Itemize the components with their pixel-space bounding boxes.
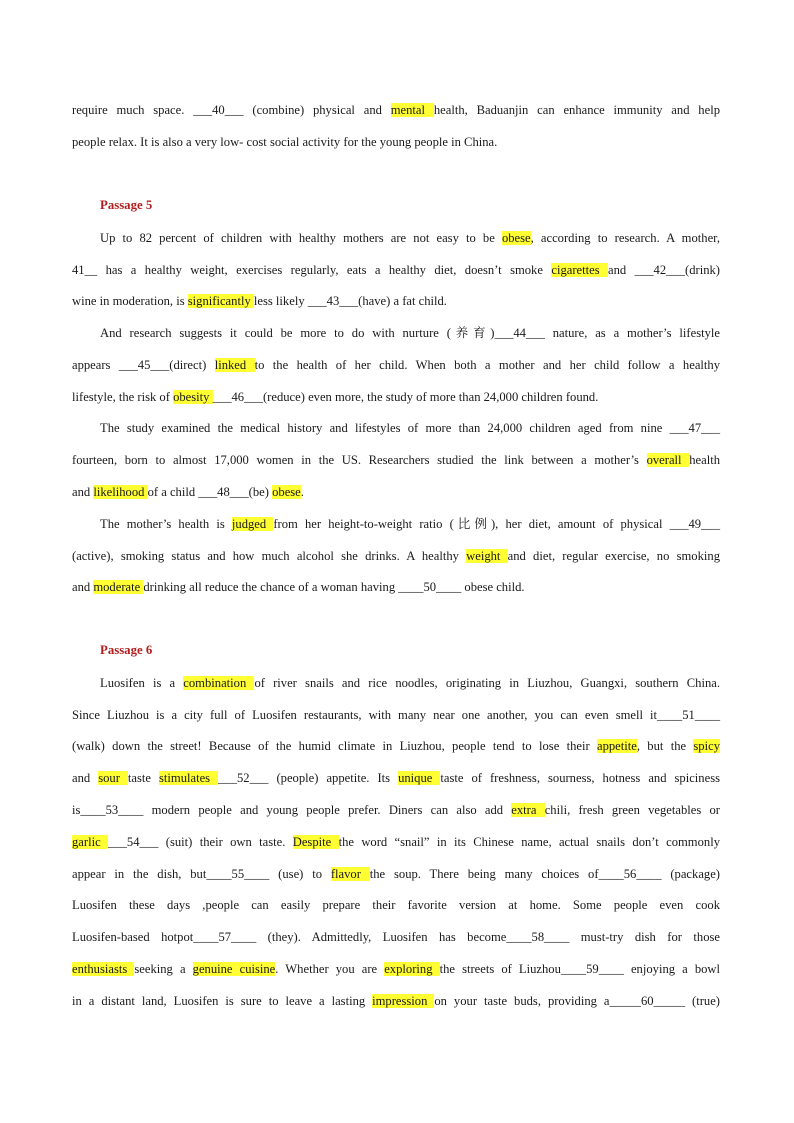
highlight: obese (501, 231, 531, 245)
passage-5-line-3: wine in moderation, is significantly less likely ___43___(have) a fat child. (72, 294, 447, 308)
highlight: moderate (93, 580, 144, 594)
passage-4-line-1: require much space. ___40___ (combine) physical and mental health, Baduanjin can enhance immunity and help (72, 103, 720, 117)
highlight: obese (272, 485, 301, 499)
blank-59[interactable]: ____59____ (560, 962, 624, 976)
blank-58[interactable]: ____58____ (506, 930, 570, 944)
passage-6-line-3: (walk) down the street! Because of the humid climate in Liuzhou, people tend to lose their appetite, but the spicy (72, 739, 720, 753)
highlight: unique (398, 771, 441, 785)
blank-52[interactable]: ___52___ (218, 771, 269, 785)
highlight: judged (231, 517, 274, 531)
blank-50[interactable]: ____50____ (398, 580, 462, 594)
passage-6-heading: Passage 6 (100, 643, 153, 657)
blank-56[interactable]: ____56____ (598, 867, 662, 881)
passage-5-heading: Passage 5 (100, 198, 153, 212)
highlight: Despite (292, 835, 339, 849)
blank-47[interactable]: ___47___ (669, 421, 720, 435)
highlight: obesity (173, 390, 213, 404)
blank-57[interactable]: ____57____ (193, 930, 257, 944)
passage-6-line-1: Luosifen is a combination of river snails and rice noodles, originating in Liuzhou, Guangxi, southern China. (100, 676, 721, 690)
blank-45[interactable]: ___45___ (118, 358, 170, 372)
blank-55[interactable]: ____55____ (206, 867, 270, 881)
highlight: stimulates (159, 771, 219, 785)
highlight: enthusiasts (72, 962, 135, 976)
highlight: mental (390, 103, 434, 117)
blank-54[interactable]: ___54___ (108, 835, 159, 849)
passage-5-line-2: 41__ has a healthy weight, exercises regularly, eats a healthy diet, doesn’t smoke cigarettes and ___42___(drink) (72, 263, 720, 277)
highlight: overall (646, 453, 690, 467)
passage-5-line-1: Up to 82 percent of children with healthy mothers are not easy to be obese, according to research. A mother, (100, 231, 720, 245)
passage-4-line-2: people relax. It is also a very low- cost social activity for the young people in China. (72, 135, 498, 149)
passage-5-line-8: fourteen, born to almost 17,000 women in the US. Researchers studied the link between a mother’s overall health (72, 453, 720, 467)
highlight: impression (372, 994, 435, 1008)
highlight: combination (183, 676, 255, 690)
highlight: extra (511, 803, 545, 817)
highlight: linked (214, 358, 255, 372)
blank-48[interactable]: ___48___ (198, 485, 249, 499)
highlight: weight (466, 549, 508, 563)
passage-6-line-5: is____53____ modern people and young people prefer. Diners can also add extra chili, fresh green vegetables or (72, 803, 720, 817)
highlight: flavor (330, 867, 370, 881)
blank-53[interactable]: ____53____ (80, 803, 144, 817)
passage-6-line-9: Luosifen-based hotpot____57____ (they). Admittedly, Luosifen has become____58____ must-try dish for those (72, 930, 720, 944)
highlight: garlic (72, 835, 109, 849)
passage-5-line-10: The mother’s health is judged from her height-to-weight ratio (比例), her diet, amount of physical ___49___ (100, 517, 720, 531)
passage-6-line-11: in a distant land, Luosifen is sure to leave a lasting impression on your taste buds, providing a_____60_____ (true) (72, 994, 720, 1008)
blank-49[interactable]: ___49___ (669, 517, 720, 531)
highlight: spicy (693, 739, 720, 753)
highlight: sour (98, 771, 128, 785)
passage-5-line-9: and likelihood of a child ___48___(be) obese. (72, 485, 304, 499)
blank-41[interactable]: 41__ (72, 263, 98, 277)
passage-5-line-5: appears ___45___(direct) linked to the health of her child. When both a mother and her child follow a healthy (72, 358, 720, 372)
blank-42[interactable]: ___42___ (634, 263, 686, 277)
passage-6-line-6: garlic ___54___ (suit) their own taste. Despite the word “snail” in its Chinese name, actual snails don’t commonly (72, 835, 720, 849)
passage-5-line-7: The study examined the medical history and lifestyles of more than 24,000 children aged from nine ___47___ (100, 421, 720, 435)
passage-5-line-11: (active), smoking status and how much alcohol she drinks. A healthy weight and diet, regular exercise, no smoking (72, 549, 720, 563)
highlight: exploring (384, 962, 440, 976)
blank-60[interactable]: _____60_____ (609, 994, 686, 1008)
blank-51[interactable]: ____51____ (657, 708, 720, 722)
highlight: genuine cuisine (192, 962, 276, 976)
blank-40[interactable]: ___40___ (193, 103, 244, 117)
highlight: likelihood (93, 485, 148, 499)
blank-43[interactable]: ___43___ (307, 294, 359, 308)
blank-46[interactable]: ___46___ (212, 390, 263, 404)
highlight: significantly (187, 294, 254, 308)
passage-6-line-7: appear in the dish, but____55____ (use) to flavor the soup. There being many choices of____56____ (package) (72, 867, 720, 881)
highlight: appetite (596, 739, 637, 753)
passage-6-line-8: Luosifen these days ,people can easily prepare their favorite version at home. Some people even cook (72, 898, 720, 912)
passage-6-line-10: enthusiasts seeking a genuine cuisine. Whether you are exploring the streets of Liuzhou____59____ enjoying a bowl (72, 962, 721, 976)
passage-5-line-12: and moderate drinking all reduce the chance of a woman having ____50____ obese child. (72, 580, 525, 594)
passage-6-line-2: Since Liuzhou is a city full of Luosifen restaurants, with many near one another, you can even smell it____51____ (72, 708, 720, 722)
blank-44[interactable]: ___44___ (494, 326, 545, 340)
highlight: cigarettes (551, 263, 609, 277)
passage-5-line-4: And research suggests it could be more to do with nurture (养育)___44___ nature, as a mother’s lifestyle (100, 326, 720, 340)
passage-5-line-6: lifestyle, the risk of obesity ___46___(reduce) even more, the study of more than 24,000 children found. (72, 390, 599, 404)
passage-6-line-4: and sour taste stimulates ___52___ (people) appetite. Its unique taste of freshness, sourness, hotness and spiciness (72, 771, 720, 785)
